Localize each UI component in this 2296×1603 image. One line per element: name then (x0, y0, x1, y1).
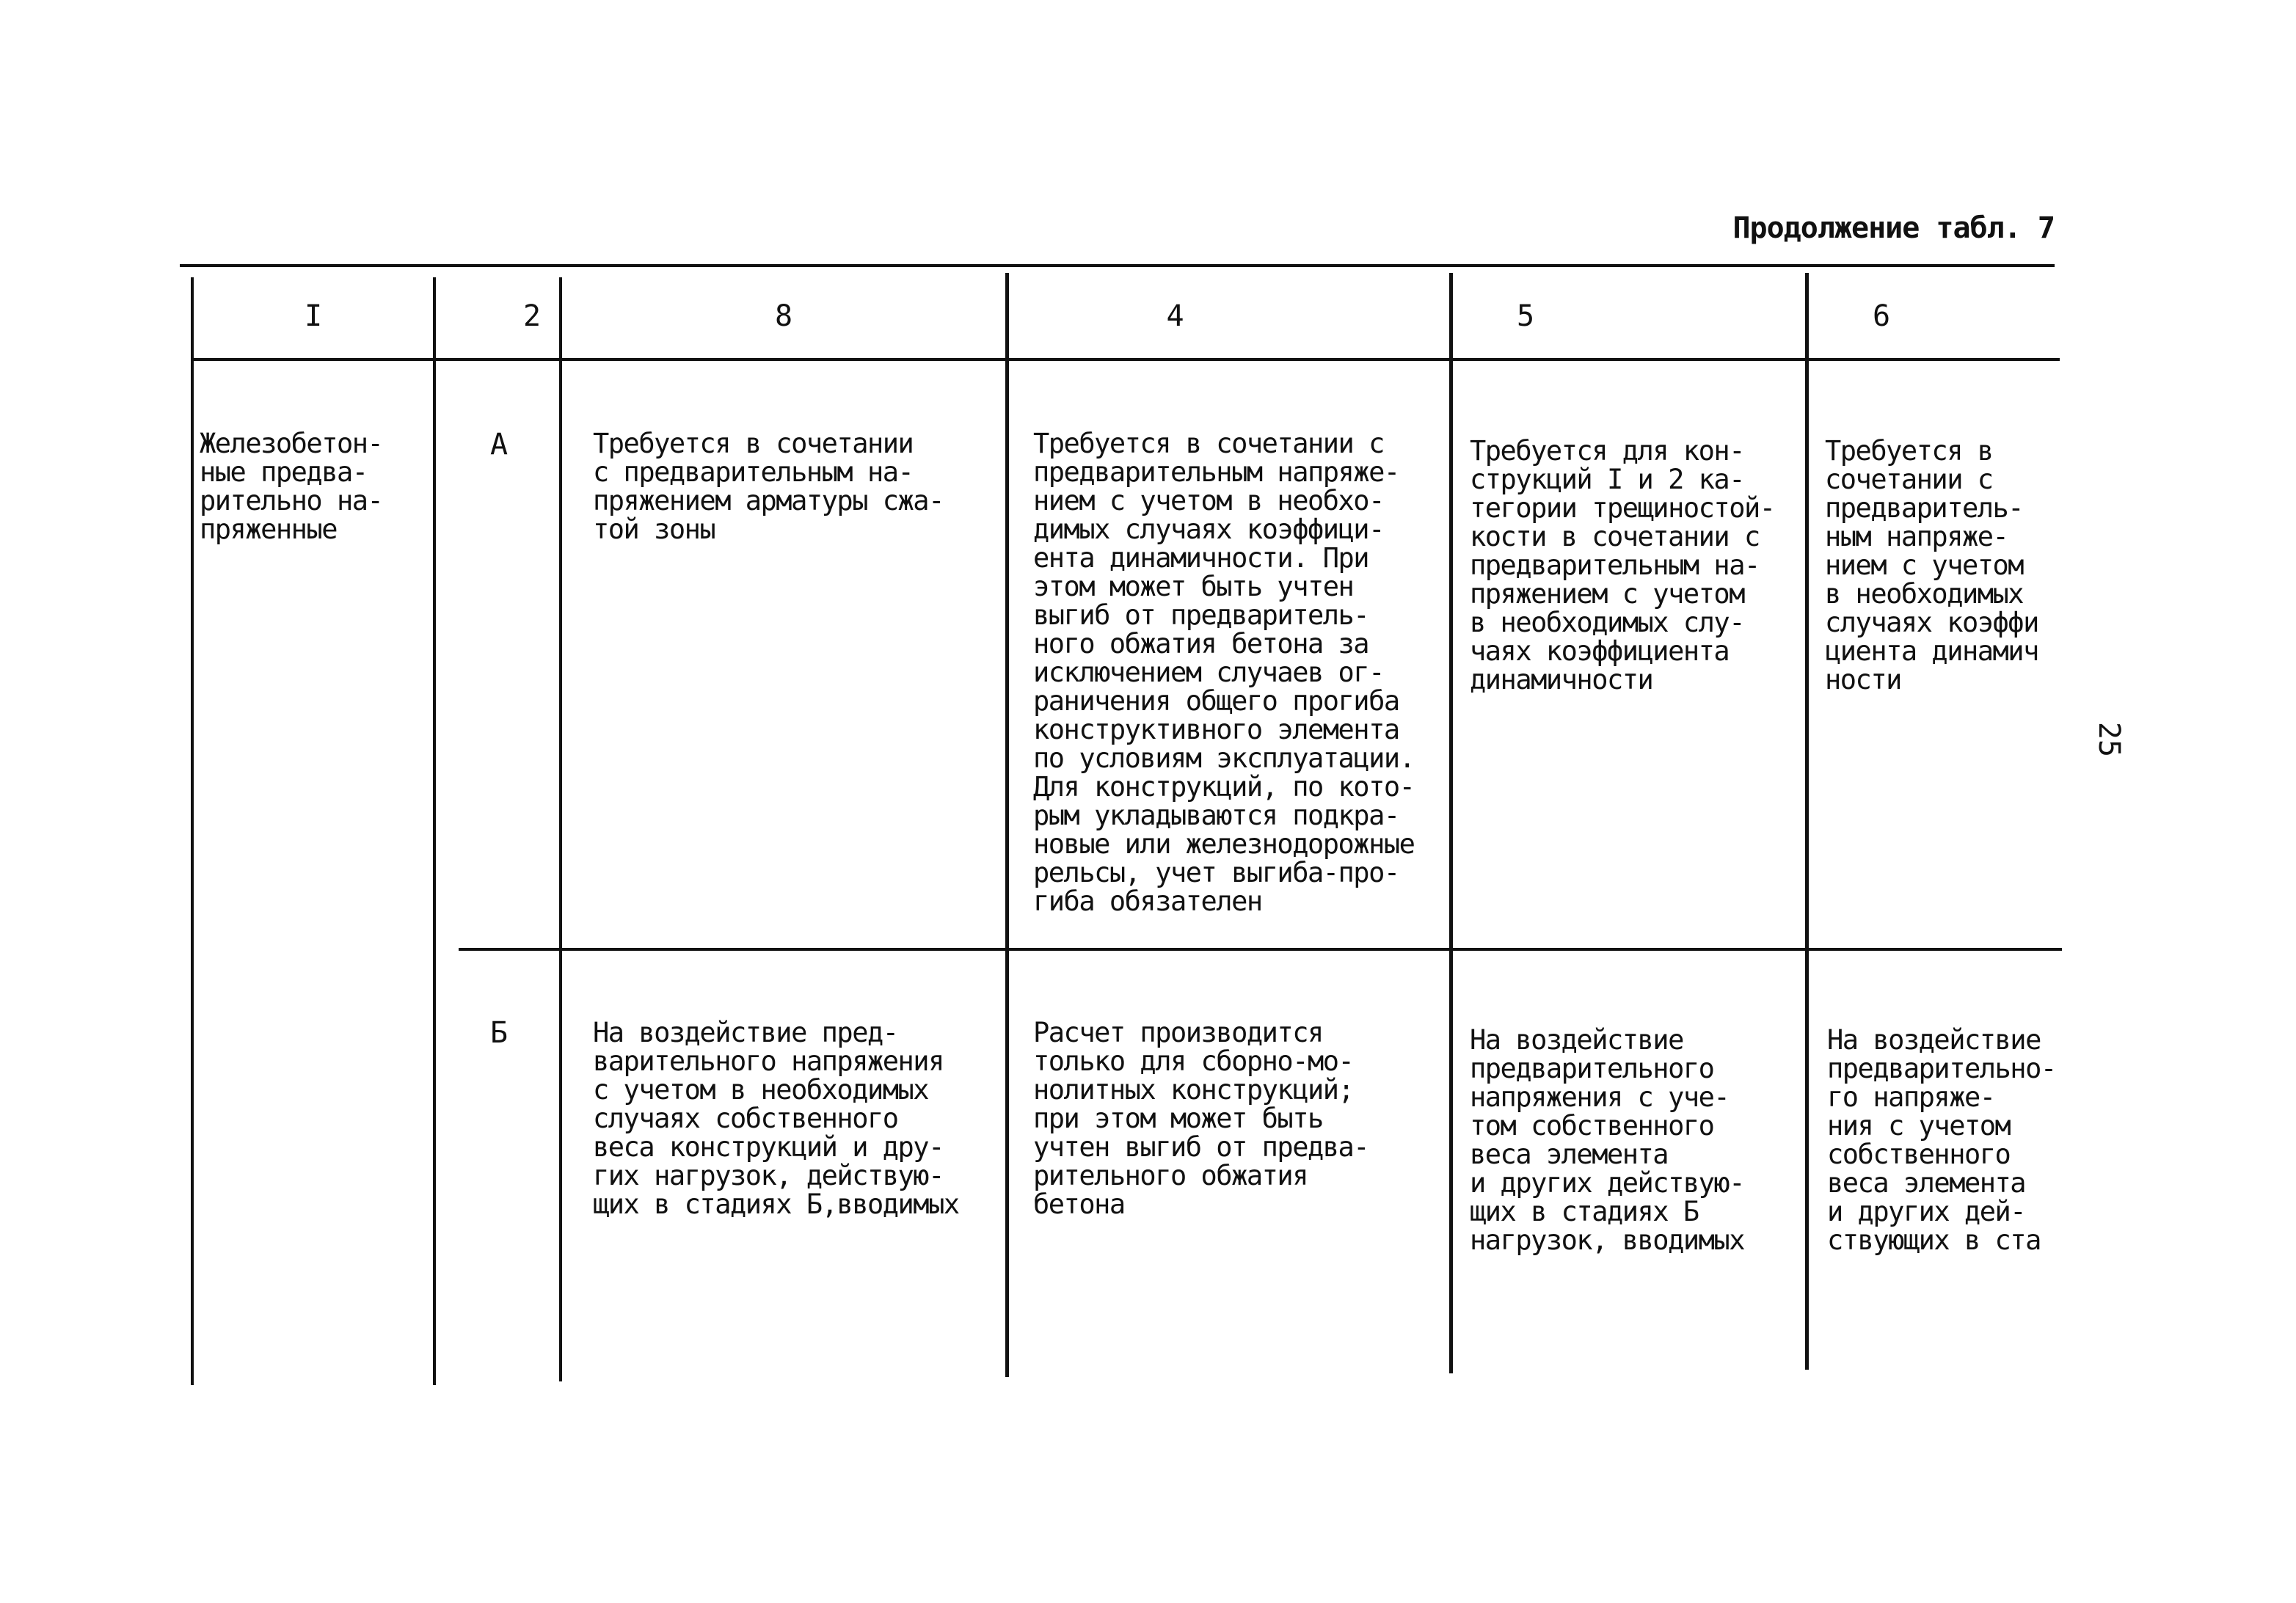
header-col-1: I (304, 299, 323, 333)
header-col-6: 6 (1872, 299, 1891, 333)
row-b-col5: На воздействие предварительного напряжения с уче- том собственного веса элемента и других действую- щих в стадиях Б нагрузок, вводимых (1470, 1024, 1744, 1256)
row-a-label: А (490, 428, 509, 461)
column-rule-2 (433, 277, 436, 1385)
row-b-col6: На воздействие предварительно- го напряже- ния с учетом собственного веса элемента и других дей- ствующих в ста (1827, 1024, 2056, 1256)
table-caption: Продолжение табл. 7 (1732, 211, 2055, 245)
header-col-3: 8 (774, 299, 793, 333)
first-column-text: Железобетон- ные предва- рительно на- пряженные (200, 428, 383, 545)
row-a-col5: Требуется для кон- струкций I и 2 ка- тегории трещиностой- кости в сочетании с предварительным на- пряжением с учетом в необходимых слу- чаях коэффициента динамичности (1470, 435, 1775, 695)
header-col-5: 5 (1516, 299, 1535, 333)
row-a-col4: Требуется в сочетании с предварительным напряже- нием с учетом в необхо- димых случаях коэффици- ента динамичности. При этом может быть учтен выгиб от предваритель- ного обжатия бетона за исключением случаев ог- раничения общего прогиба конструктивного элемента по условиям эксплуатации. Для конструкций, по кото- рым укладываются подкра- новые или железнодорожные рельсы, учет выгиба-про- гиба обязателен (1033, 428, 1415, 917)
header-col-4: 4 (1166, 299, 1184, 333)
row-b-col3: На воздействие пред- варительного напряжения с учетом в необходимых случаях собственного веса конструкций и дру- гих нагрузок, действую- щих в стадиях Б,вводимых (593, 1017, 959, 1220)
header-col-2: 2 (522, 299, 542, 333)
row-a-col6: Требуется в сочетании с предваритель- ным напряже- нием с учетом в необходимых случаях коэффи циента динамич ности (1825, 435, 2038, 695)
header-bottom-rule (192, 358, 2060, 361)
column-rule-1 (191, 277, 194, 1385)
row-b-label: Б (490, 1016, 509, 1050)
column-rule-4 (1005, 273, 1009, 1377)
row-b-col4: Расчет производится только для сборно-мо- нолитных конструкций; при этом может быть учтен выгиб от предва- рительного обжатия бетона (1033, 1017, 1369, 1220)
row-divider-rule (459, 948, 2062, 951)
row-a-col3: Требуется в сочетании с предварительным на- пряжением арматуры сжа- той зоны (593, 428, 944, 545)
table-top-rule (180, 264, 2055, 267)
page-number: 25 (2092, 721, 2126, 758)
column-rule-3 (559, 277, 562, 1381)
